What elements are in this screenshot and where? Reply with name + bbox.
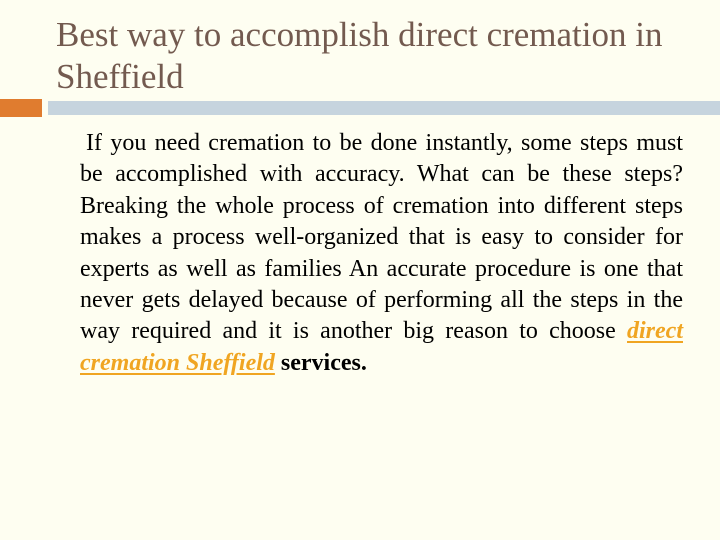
- body-paragraph: [80, 128, 683, 379]
- title-divider: [0, 99, 720, 117]
- slide-title: Best way to accomplish direct cremation in Sheffield: [56, 15, 663, 96]
- orange-accent-block: [0, 99, 42, 117]
- direct-cremation-sheffield-link[interactable]: direct cremation Sheffield: [80, 318, 683, 376]
- body-text: If you need cremation to be done instantly, some steps must be accomplished with accuracy. What can be these steps? Breaking the whole process of cremation into different steps makes a process well-organized that is easy to consider for experts as well as families An accurate procedure is one that never gets delayed because of performing all the steps in the way required and it is another big reason to choose: [80, 130, 683, 345]
- blue-rule-bar: [48, 101, 720, 115]
- services-text: services.: [280, 349, 367, 376]
